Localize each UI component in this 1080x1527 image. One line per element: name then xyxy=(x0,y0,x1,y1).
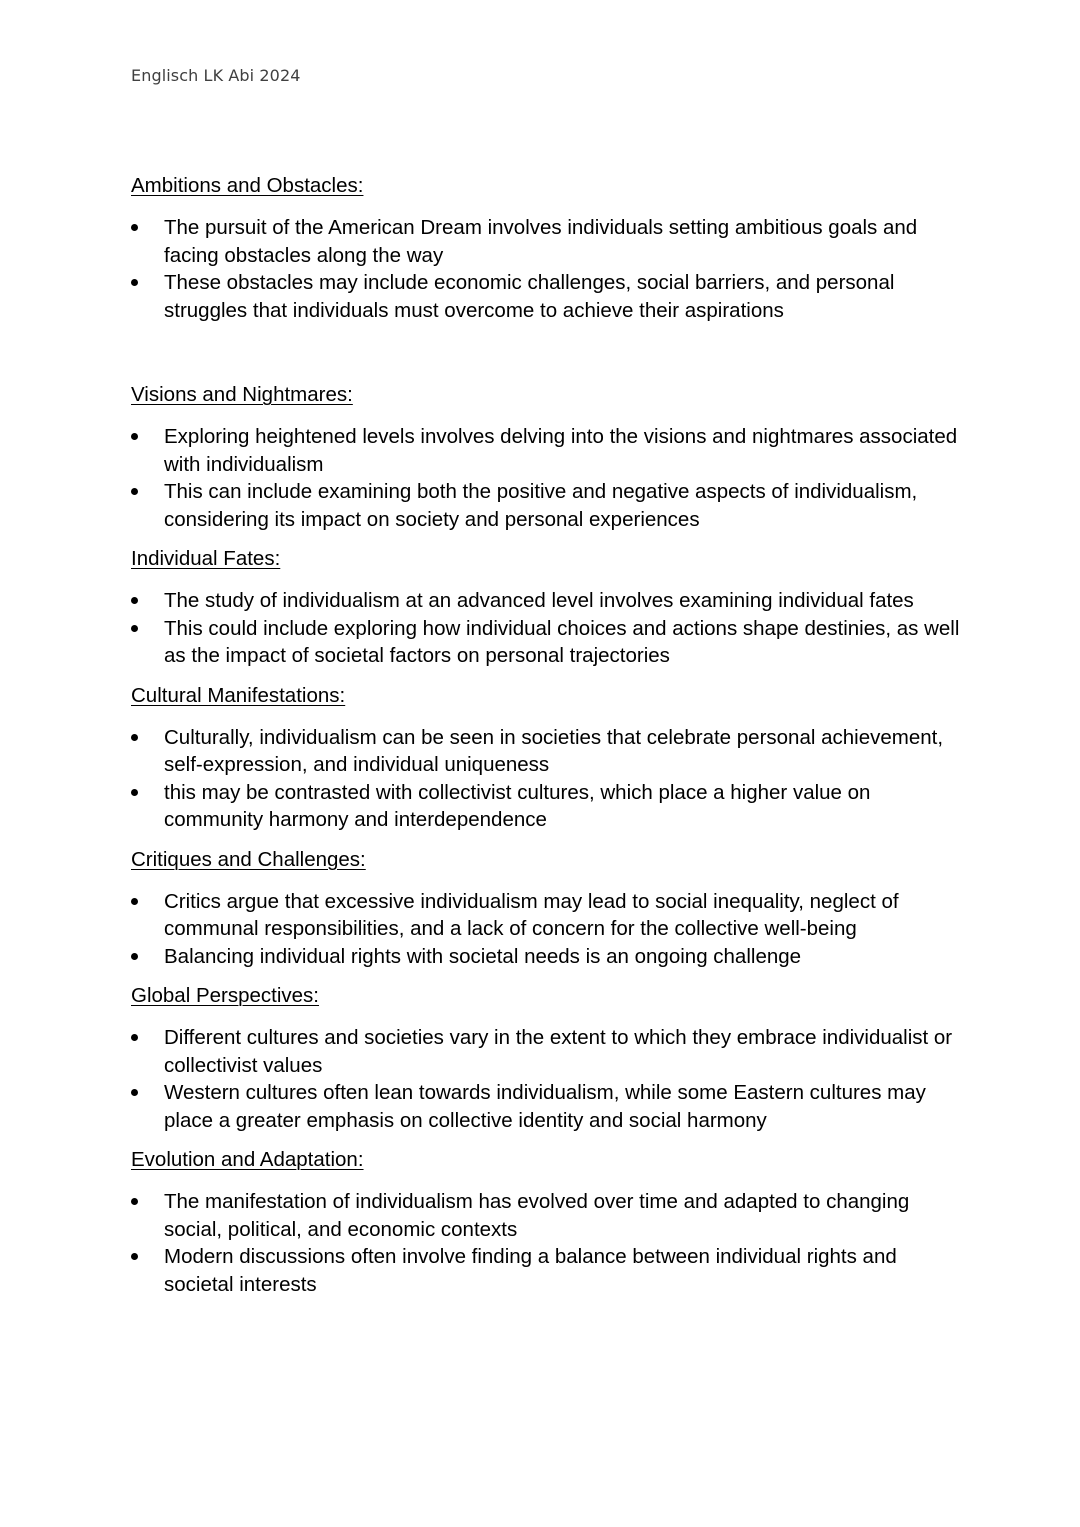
bullet-icon xyxy=(131,1198,138,1205)
bullet-text: Western cultures often lean towards individualism, while some Eastern cultures may place a greater emphasis on collective identity and social harmony xyxy=(164,1081,926,1132)
spacer xyxy=(131,1134,961,1146)
bullet-item xyxy=(131,1188,961,1243)
bullet-item xyxy=(131,214,961,269)
spacer xyxy=(131,834,961,846)
bullet-list xyxy=(131,587,961,670)
bullet-icon xyxy=(131,789,138,796)
bullet-icon xyxy=(131,734,138,741)
bullet-text: Modern discussions often involve finding a balance between individual rights and societal interests xyxy=(164,1245,897,1296)
bullet-icon xyxy=(131,1253,138,1260)
bullet-list xyxy=(131,1188,961,1298)
bullet-item xyxy=(131,943,961,971)
bullet-list xyxy=(131,888,961,971)
bullet-icon xyxy=(131,224,138,231)
bullet-text: These obstacles may include economic challenges, social barriers, and personal struggles that individuals must overcome to achieve their aspirations xyxy=(164,271,895,322)
bullet-icon xyxy=(131,625,138,632)
bullet-item xyxy=(131,1243,961,1298)
page-header: Englisch LK Abi 2024 xyxy=(131,66,301,85)
bullet-item xyxy=(131,1079,961,1134)
bullet-text: The pursuit of the American Dream involves individuals setting ambitious goals and facing obstacles along the way xyxy=(164,216,918,267)
bullet-item xyxy=(131,478,961,533)
bullet-text: The manifestation of individualism has evolved over time and adapted to changing social, political, and economic contexts xyxy=(164,1190,910,1241)
section-heading: Critiques and Challenges: xyxy=(131,847,366,871)
spacer xyxy=(131,533,961,545)
section-heading: Visions and Nightmares: xyxy=(131,383,353,406)
section-cultural-manifestations xyxy=(131,682,961,834)
section-heading: Ambitions and Obstacles: xyxy=(131,174,364,197)
section-evolution-and-adaptation xyxy=(131,1146,961,1298)
bullet-item xyxy=(131,423,961,478)
section-visions-and-nightmares xyxy=(131,381,961,533)
bullet-text: this may be contrasted with collectivist cultures, which place a higher value on community harmony and interdependence xyxy=(164,780,871,831)
bullet-item xyxy=(131,269,961,324)
section-global-perspectives xyxy=(131,982,961,1134)
bullet-icon xyxy=(131,898,138,905)
document-body xyxy=(131,172,961,1298)
bullet-text: Different cultures and societies vary in the extent to which they embrace individualist or collectivist values xyxy=(164,1026,953,1077)
bullet-icon xyxy=(131,1034,138,1041)
bullet-item xyxy=(131,587,961,615)
section-ambitions-and-obstacles xyxy=(131,172,961,324)
spacer xyxy=(131,324,961,381)
bullet-text: Exploring heightened levels involves delving into the visions and nightmares associated with individualism xyxy=(164,425,958,476)
bullet-list xyxy=(131,724,961,834)
section-heading: Evolution and Adaptation: xyxy=(131,1148,364,1171)
bullet-text: This can include examining both the positive and negative aspects of individualism, considering its impact on society and personal experiences xyxy=(164,480,918,531)
bullet-text: Balancing individual rights with societal needs is an ongoing challenge xyxy=(164,944,802,968)
section-heading: Individual Fates: xyxy=(131,547,281,570)
bullet-list xyxy=(131,1024,961,1134)
bullet-list xyxy=(131,214,961,324)
bullet-icon xyxy=(131,1089,138,1096)
bullet-icon xyxy=(131,433,138,440)
bullet-item xyxy=(131,724,961,779)
bullet-text: Critics argue that excessive individualism may lead to social inequality, neglect of communal responsibilities, and a lack of concern for the collective well-being xyxy=(164,889,899,940)
bullet-text: The study of individualism at an advanced level involves examining individual fates xyxy=(164,589,914,612)
spacer xyxy=(131,970,961,982)
bullet-icon xyxy=(131,597,138,604)
bullet-item xyxy=(131,779,961,834)
section-critiques-and-challenges xyxy=(131,846,961,971)
bullet-text: Culturally, individualism can be seen in societies that celebrate personal achievement, self-expression, and individual uniqueness xyxy=(164,725,944,776)
spacer xyxy=(131,670,961,682)
bullet-item xyxy=(131,1024,961,1079)
section-heading: Cultural Manifestations: xyxy=(131,683,346,707)
bullet-icon xyxy=(131,953,138,960)
section-individual-fates xyxy=(131,545,961,670)
section-heading: Global Perspectives: xyxy=(131,984,320,1007)
bullet-item xyxy=(131,615,961,670)
bullet-list xyxy=(131,423,961,533)
bullet-text: This could include exploring how individual choices and actions shape destinies, as well as the impact of societal factors on personal trajectories xyxy=(164,616,960,667)
bullet-icon xyxy=(131,488,138,495)
bullet-item xyxy=(131,888,961,943)
bullet-icon xyxy=(131,279,138,286)
